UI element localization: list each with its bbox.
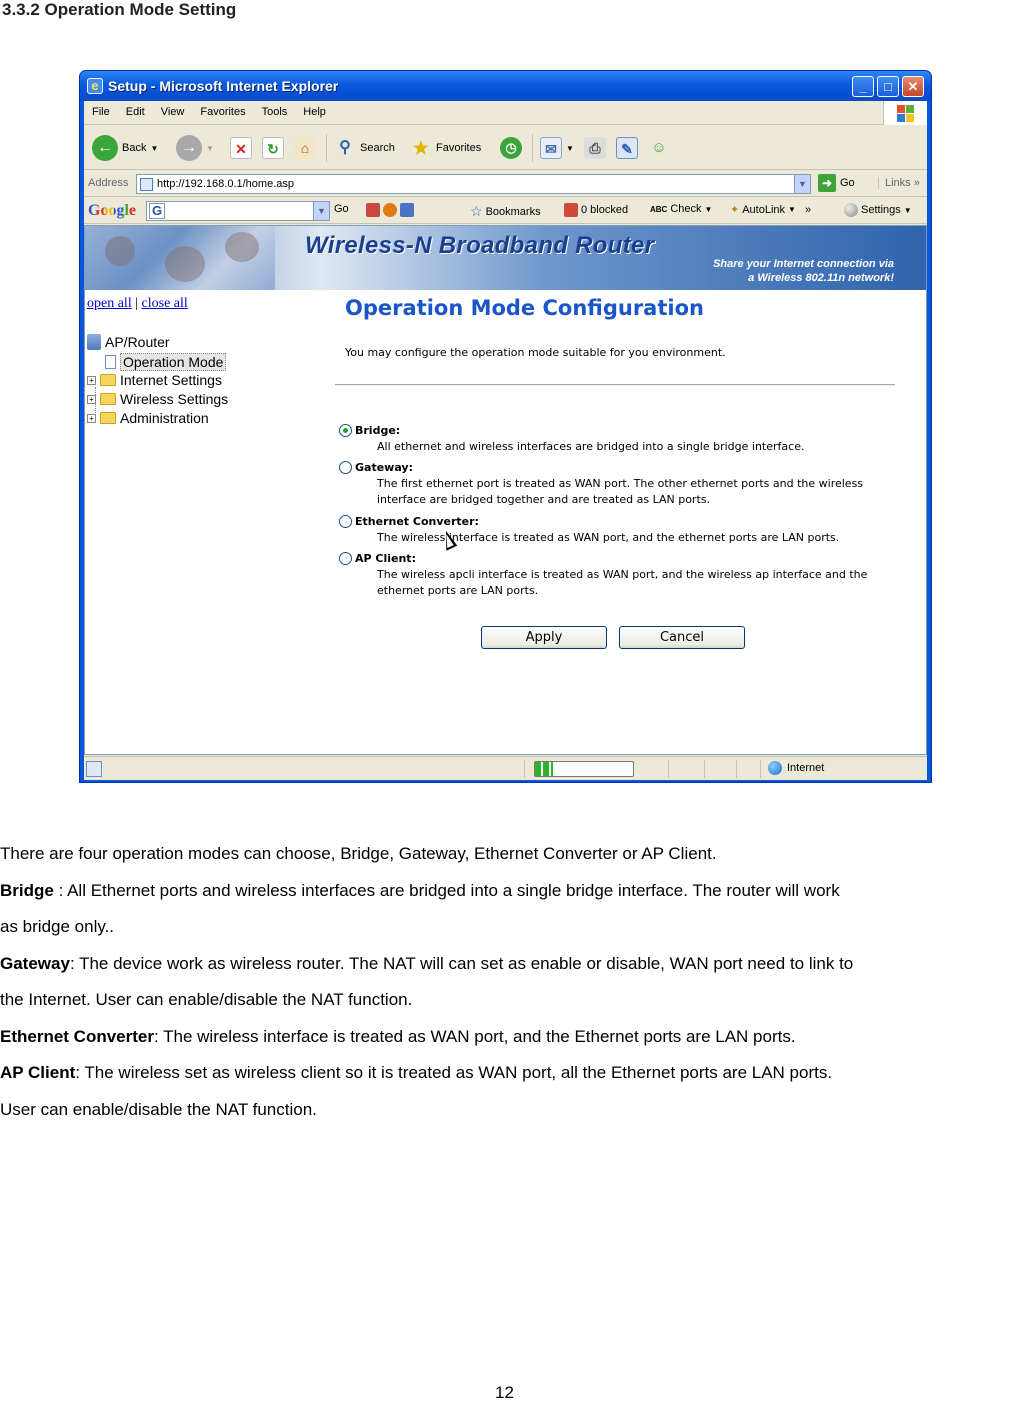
windows-logo-icon <box>883 101 927 125</box>
banner-photo <box>85 226 275 290</box>
bridge-paragraph <box>0 873 1009 910</box>
tree-separator: | <box>135 296 139 311</box>
close-all-link[interactable]: close all <box>141 296 188 311</box>
menu-view[interactable]: View <box>160 106 185 118</box>
ethernet-converter-radio[interactable] <box>339 515 352 528</box>
settings-label: Settings <box>861 204 901 216</box>
cancel-button[interactable]: Cancel <box>619 626 745 649</box>
body-text <box>0 836 1009 1128</box>
chevron-down-icon: ▼ <box>206 143 214 153</box>
chevron-down-icon[interactable]: ▼ <box>313 202 329 220</box>
mode-label: Ethernet Converter: <box>355 515 479 528</box>
folder-icon <box>100 393 116 405</box>
toolbar-separator <box>326 134 327 162</box>
go-button[interactable] <box>818 174 855 192</box>
folder-icon <box>100 412 116 424</box>
menu-file[interactable]: File <box>92 106 110 118</box>
messenger-icon: ☺ <box>651 139 667 156</box>
menu-favorites[interactable]: Favorites <box>200 106 246 118</box>
menu-tools[interactable]: Tools <box>261 106 288 118</box>
print-button[interactable] <box>584 134 606 162</box>
address-label: Address <box>88 177 129 189</box>
address-bar <box>84 171 927 197</box>
title-bar[interactable] <box>80 71 931 101</box>
bookmarks-label: Bookmarks <box>485 205 541 218</box>
search-icon: ⚲ <box>339 139 351 156</box>
address-url: http://192.168.0.1/home.asp <box>157 178 294 190</box>
page-title: Operation Mode Configuration <box>345 296 704 320</box>
chevron-down-icon: ▼ <box>150 143 159 153</box>
tree-item-administration[interactable] <box>87 410 209 426</box>
window-title: Setup - Microsoft Internet Explorer <box>108 78 339 94</box>
address-input[interactable] <box>136 174 811 194</box>
autolink-label: AutoLink <box>742 203 786 216</box>
security-zone <box>768 761 824 775</box>
wand-icon: ✦ <box>730 204 740 216</box>
page-status-icon <box>86 761 102 777</box>
maximize-button[interactable]: □ <box>877 76 899 97</box>
tree-item-internet-settings[interactable] <box>87 372 222 388</box>
zone-label: Internet <box>787 762 825 774</box>
back-button[interactable] <box>92 134 158 162</box>
banner-title: Wireless-N Broadband Router <box>305 232 655 259</box>
blocked-label: 0 blocked <box>581 204 629 216</box>
mail-button[interactable] <box>540 134 574 162</box>
menu-help[interactable]: Help <box>303 106 326 118</box>
browser-window <box>79 70 932 783</box>
mode-label: AP Client: <box>355 552 416 565</box>
bridge-text: : All Ethernet ports and wireless interfaces are bridged into a single bridge interface. The router will work <box>53 880 840 900</box>
intro-paragraph: There are four operation modes can choose, Bridge, Gateway, Ethernet Converter or AP Client. <box>0 844 717 863</box>
gateway-paragraph-cont: the Internet. User can enable/disable the NAT function. <box>0 990 413 1009</box>
mail-icon: ✉ <box>540 137 562 159</box>
print-icon: ⎙ <box>584 137 606 159</box>
mode-description: The first ethernet port is treated as WAN port. The other ethernet ports and the wireless interface are bridged together and are treated as LAN ports. <box>377 477 864 506</box>
edit-icon: ✎ <box>616 137 638 159</box>
google-g-icon: G <box>149 203 165 219</box>
ethernet-paragraph <box>0 1019 1009 1056</box>
router-icon <box>87 334 101 350</box>
bookmarks-button[interactable] <box>470 203 541 220</box>
star-icon: ★ <box>412 138 430 158</box>
open-all-link[interactable]: open all <box>87 296 132 311</box>
google-search-input[interactable] <box>146 201 330 221</box>
browser-client <box>84 101 927 780</box>
expand-icon[interactable]: + <box>87 376 96 385</box>
folder-icon <box>100 374 116 386</box>
popup-blocker-button[interactable] <box>564 203 628 217</box>
favorites-label: Favorites <box>436 142 482 154</box>
apclient-text: : The wireless set as wireless client so it is treated as WAN port, all the Ethernet ports are LAN ports. <box>75 1063 833 1082</box>
status-bar <box>84 756 927 780</box>
settings-button[interactable] <box>844 203 912 217</box>
mode-bridge <box>339 424 899 455</box>
mode-label: Bridge: <box>355 424 401 437</box>
progress-bar <box>534 761 634 777</box>
messenger-button[interactable] <box>648 134 670 162</box>
apply-button[interactable]: Apply <box>481 626 607 649</box>
news-icon <box>366 203 380 217</box>
status-divider <box>704 760 705 778</box>
apclient-paragraph-cont: User can enable/disable the NAT function. <box>0 1099 317 1119</box>
more-icon: » <box>804 203 812 216</box>
bridge-term: Bridge <box>0 880 54 900</box>
divider <box>335 384 895 386</box>
ap-client-radio[interactable] <box>339 552 352 565</box>
tree-item-label: Operation Mode <box>120 353 226 371</box>
edit-button[interactable] <box>616 134 638 162</box>
expand-icon[interactable]: + <box>87 395 96 404</box>
favorites-button[interactable] <box>410 134 481 162</box>
chevron-down-icon: ▼ <box>903 205 912 215</box>
google-icons[interactable] <box>366 203 414 217</box>
status-divider <box>760 760 761 778</box>
mode-description: All ethernet and wireless interfaces are bridged into a single bridge interface. <box>377 440 805 453</box>
tree-item-label: AP/Router <box>105 334 170 350</box>
gateway-term: Gateway <box>0 953 70 973</box>
check-label: Check <box>670 203 702 215</box>
tree-item-wireless-settings[interactable] <box>87 391 228 407</box>
expand-icon[interactable]: + <box>87 414 96 423</box>
gear-icon <box>844 203 858 217</box>
toolbar-separator <box>532 134 533 162</box>
ethernet-text: : The wireless interface is treated as WAN port, and the Ethernet ports are LAN ports. <box>153 1026 796 1046</box>
autolink-button[interactable] <box>730 203 811 216</box>
menu-edit[interactable]: Edit <box>125 106 145 118</box>
back-arrow-icon: ← <box>92 135 118 161</box>
tools-icon <box>400 203 414 217</box>
home-icon: ⌂ <box>294 137 316 159</box>
mode-description: The wireless apcli interface is treated as WAN port, and the wireless ap interface and the ethernet ports are LAN ports. <box>377 568 868 597</box>
ie-logo-icon: e <box>87 78 103 94</box>
close-button[interactable]: ✕ <box>902 76 924 97</box>
go-arrow-icon: ➜ <box>818 174 836 192</box>
apclient-term: AP Client <box>0 1063 76 1082</box>
history-icon: ◷ <box>500 137 522 159</box>
chevron-down-icon: ▼ <box>788 205 796 214</box>
star-outline-icon: ☆ <box>470 203 483 219</box>
google-toolbar <box>84 198 927 224</box>
stop-icon: ✕ <box>230 137 252 159</box>
tree-links <box>87 296 327 312</box>
spellcheck-button[interactable] <box>650 203 712 215</box>
search-button[interactable] <box>334 134 395 162</box>
links-button[interactable]: Links » <box>878 177 920 189</box>
progress-fill <box>535 762 553 776</box>
gateway-paragraph <box>0 946 1009 983</box>
minimize-button[interactable]: _ <box>852 76 874 97</box>
page-icon <box>140 178 153 191</box>
mode-description: The wireless interface is treated as WAN port, and the ethernet ports are LAN ports. <box>377 531 840 544</box>
tree-item-ap-router[interactable] <box>87 334 170 350</box>
gateway-text: : The device work as wireless router. The NAT will can set as enable or disable, WAN port need to link to <box>69 953 854 973</box>
ethernet-term: Ethernet Converter <box>0 1026 154 1046</box>
forward-arrow-icon: → <box>176 135 202 161</box>
history-button[interactable] <box>500 134 522 162</box>
page-description: You may configure the operation mode suitable for you environment. <box>345 346 726 359</box>
menu-bar <box>84 101 927 125</box>
globe-icon <box>768 761 782 775</box>
gateway-radio[interactable] <box>339 461 352 474</box>
tree-item-label: Internet Settings <box>120 372 222 388</box>
page-number: 12 <box>495 1383 514 1401</box>
status-divider <box>668 760 669 778</box>
spell-icon <box>383 203 397 217</box>
mode-ethernet-converter <box>339 515 899 546</box>
refresh-icon: ↻ <box>262 137 284 159</box>
google-logo[interactable] <box>88 202 136 220</box>
google-logo-text: Google <box>88 202 136 219</box>
router-banner <box>85 226 927 290</box>
chevron-down-icon: ▼ <box>704 204 713 214</box>
blocked-icon <box>564 203 578 217</box>
banner-tagline: Share your Internet connection via <box>713 258 894 270</box>
bridge-paragraph-cont: as bridge only.. <box>0 917 115 936</box>
back-label: Back <box>122 142 147 154</box>
google-go-label: Go <box>334 203 349 215</box>
section-heading: 3.3.2 Operation Mode Setting <box>2 0 237 19</box>
refresh-button[interactable] <box>262 134 284 162</box>
forward-button[interactable] <box>176 134 214 162</box>
standard-toolbar <box>84 126 927 170</box>
status-divider <box>736 760 737 778</box>
status-divider <box>524 760 525 778</box>
tree-item-label: Administration <box>120 410 209 426</box>
banner-tagline: a Wireless 802.11n network! <box>748 272 894 284</box>
web-content <box>84 225 927 755</box>
bridge-radio[interactable] <box>339 424 352 437</box>
chevron-down-icon[interactable]: ▼ <box>794 175 810 193</box>
tree-item-label: Wireless Settings <box>120 391 229 407</box>
home-button[interactable] <box>294 134 316 162</box>
google-go-button[interactable] <box>334 203 349 215</box>
document-icon <box>105 355 116 369</box>
mode-ap-client <box>339 552 899 599</box>
chevron-down-icon: ▼ <box>566 143 574 153</box>
stop-button[interactable] <box>230 134 252 162</box>
links-label: Links <box>885 177 911 189</box>
go-label: Go <box>840 177 855 189</box>
nav-tree <box>87 296 327 426</box>
mode-label: Gateway: <box>355 461 413 474</box>
search-label: Search <box>360 142 395 154</box>
tree-item-operation-mode[interactable] <box>105 353 226 371</box>
mode-gateway <box>339 461 899 508</box>
apclient-paragraph <box>0 1055 1009 1092</box>
abc-check-icon: ABC <box>650 204 668 214</box>
